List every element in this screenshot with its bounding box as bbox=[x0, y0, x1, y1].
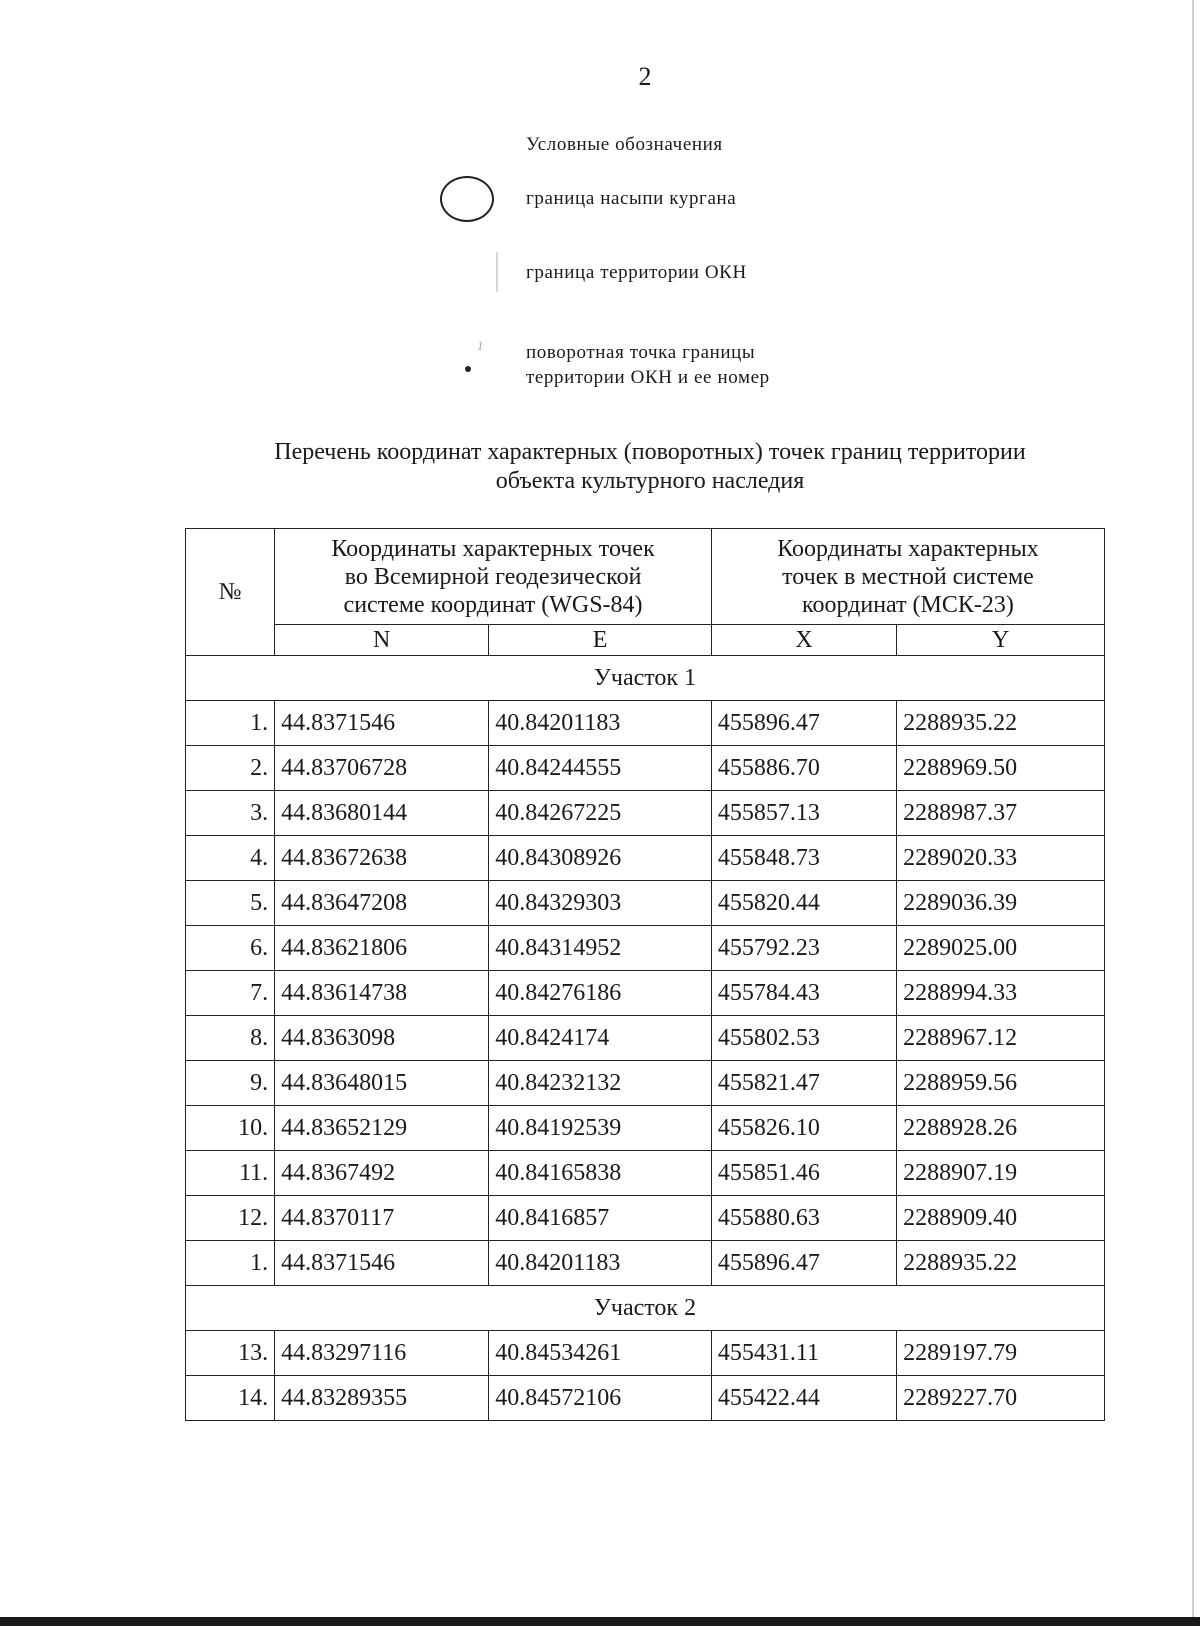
x-coordinate-cell: 455896.47 bbox=[711, 1241, 896, 1286]
point-number-cell: 9. bbox=[186, 1061, 275, 1106]
y-coordinate-cell: 2289025.00 bbox=[897, 926, 1105, 971]
table-row bbox=[186, 1196, 1105, 1241]
y-coordinate-cell: 2288959.56 bbox=[897, 1061, 1105, 1106]
column-header-e: E bbox=[489, 625, 712, 656]
legend-label: граница насыпи кургана bbox=[526, 188, 737, 209]
latitude-n-cell: 44.83289355 bbox=[275, 1376, 489, 1421]
x-coordinate-cell: 455880.63 bbox=[711, 1196, 896, 1241]
longitude-e-cell: 40.84572106 bbox=[489, 1376, 712, 1421]
x-coordinate-cell: 455820.44 bbox=[711, 881, 896, 926]
longitude-e-cell: 40.84244555 bbox=[489, 746, 712, 791]
table-row bbox=[186, 746, 1105, 791]
list-title bbox=[150, 438, 1150, 496]
y-coordinate-cell: 2288909.40 bbox=[897, 1196, 1105, 1241]
table-row bbox=[186, 881, 1105, 926]
point-number-cell: 1. bbox=[186, 1241, 275, 1286]
latitude-n-cell: 44.8367492 bbox=[275, 1151, 489, 1196]
y-coordinate-cell: 2289020.33 bbox=[897, 836, 1105, 881]
latitude-n-cell: 44.83621806 bbox=[275, 926, 489, 971]
y-coordinate-cell: 2288987.37 bbox=[897, 791, 1105, 836]
legend-label bbox=[526, 340, 770, 390]
msk-header bbox=[711, 529, 1104, 625]
column-header-n: N bbox=[275, 625, 489, 656]
table-row bbox=[186, 1376, 1105, 1421]
x-coordinate-cell: 455792.23 bbox=[711, 926, 896, 971]
table-row bbox=[186, 1241, 1105, 1286]
header-line: координат (МСК-23) bbox=[802, 591, 1014, 618]
x-coordinate-cell: 455784.43 bbox=[711, 971, 896, 1016]
longitude-e-cell: 40.84201183 bbox=[489, 701, 712, 746]
section-row bbox=[186, 656, 1105, 701]
header-line: системе координат (WGS-84) bbox=[343, 591, 643, 618]
scan-bottom-bar bbox=[0, 1617, 1200, 1626]
table-body bbox=[186, 656, 1105, 1421]
table-row bbox=[186, 1061, 1105, 1106]
point-number-cell: 12. bbox=[186, 1196, 275, 1241]
header-line: во Всемирной геодезической bbox=[344, 563, 642, 590]
x-coordinate-cell: 455857.13 bbox=[711, 791, 896, 836]
turning-point-number: 1 bbox=[477, 338, 484, 353]
legend-label-line: поворотная точка границы bbox=[526, 342, 756, 363]
longitude-e-cell: 40.84308926 bbox=[489, 836, 712, 881]
latitude-n-cell: 44.8371546 bbox=[275, 1241, 489, 1286]
coordinates-table bbox=[185, 528, 1105, 1421]
section-title: Участок 1 bbox=[186, 656, 1105, 701]
y-coordinate-cell: 2289197.79 bbox=[897, 1331, 1105, 1376]
latitude-n-cell: 44.83672638 bbox=[275, 836, 489, 881]
y-coordinate-cell: 2288967.12 bbox=[897, 1016, 1105, 1061]
list-title-line: объекта культурного наследия bbox=[495, 468, 805, 494]
x-coordinate-cell: 455431.11 bbox=[711, 1331, 896, 1376]
turning-point-icon bbox=[465, 366, 471, 372]
longitude-e-cell: 40.8416857 bbox=[489, 1196, 712, 1241]
boundary-line-icon bbox=[496, 252, 498, 292]
longitude-e-cell: 40.8424174 bbox=[489, 1016, 712, 1061]
latitude-n-cell: 44.8371546 bbox=[275, 701, 489, 746]
point-number-cell: 11. bbox=[186, 1151, 275, 1196]
x-coordinate-cell: 455802.53 bbox=[711, 1016, 896, 1061]
x-coordinate-cell: 455422.44 bbox=[711, 1376, 896, 1421]
point-number-cell: 5. bbox=[186, 881, 275, 926]
latitude-n-cell: 44.83706728 bbox=[275, 746, 489, 791]
section-row bbox=[186, 1286, 1105, 1331]
legend-label: граница территории ОКН bbox=[526, 262, 747, 283]
x-coordinate-cell: 455848.73 bbox=[711, 836, 896, 881]
number-header: № bbox=[186, 529, 275, 656]
list-title-line: Перечень координат характерных (поворотных) точек границ территории bbox=[274, 439, 1026, 465]
table-row bbox=[186, 1016, 1105, 1061]
circle-icon bbox=[440, 176, 494, 222]
table-row bbox=[186, 1151, 1105, 1196]
y-coordinate-cell: 2288969.50 bbox=[897, 746, 1105, 791]
latitude-n-cell: 44.83614738 bbox=[275, 971, 489, 1016]
y-coordinate-cell: 2288928.26 bbox=[897, 1106, 1105, 1151]
x-coordinate-cell: 455896.47 bbox=[711, 701, 896, 746]
x-coordinate-cell: 455851.46 bbox=[711, 1151, 896, 1196]
column-header-y: Y bbox=[897, 625, 1105, 656]
y-coordinate-cell: 2289036.39 bbox=[897, 881, 1105, 926]
x-coordinate-cell: 455826.10 bbox=[711, 1106, 896, 1151]
table-row bbox=[186, 791, 1105, 836]
y-coordinate-cell: 2288935.22 bbox=[897, 701, 1105, 746]
header-line: Координаты характерных bbox=[777, 535, 1039, 562]
legend-item-mound bbox=[0, 176, 1200, 236]
y-coordinate-cell: 2288907.19 bbox=[897, 1151, 1105, 1196]
table-row bbox=[186, 836, 1105, 881]
table-row bbox=[186, 926, 1105, 971]
point-number-cell: 8. bbox=[186, 1016, 275, 1061]
point-number-cell: 7. bbox=[186, 971, 275, 1016]
latitude-n-cell: 44.8370117 bbox=[275, 1196, 489, 1241]
longitude-e-cell: 40.84232132 bbox=[489, 1061, 712, 1106]
wgs-header bbox=[275, 529, 712, 625]
legend-label-line: территории ОКН и ее номер bbox=[526, 367, 770, 388]
point-number-cell: 10. bbox=[186, 1106, 275, 1151]
y-coordinate-cell: 2288994.33 bbox=[897, 971, 1105, 1016]
longitude-e-cell: 40.84201183 bbox=[489, 1241, 712, 1286]
point-number-cell: 1. bbox=[186, 701, 275, 746]
longitude-e-cell: 40.84267225 bbox=[489, 791, 712, 836]
page-number: 2 bbox=[638, 62, 652, 91]
point-number-cell: 4. bbox=[186, 836, 275, 881]
longitude-e-cell: 40.84314952 bbox=[489, 926, 712, 971]
y-coordinate-cell: 2289227.70 bbox=[897, 1376, 1105, 1421]
table-row bbox=[186, 971, 1105, 1016]
longitude-e-cell: 40.84276186 bbox=[489, 971, 712, 1016]
point-number-cell: 6. bbox=[186, 926, 275, 971]
latitude-n-cell: 44.83647208 bbox=[275, 881, 489, 926]
legend-item-turning-point bbox=[0, 338, 1200, 404]
x-coordinate-cell: 455821.47 bbox=[711, 1061, 896, 1106]
x-coordinate-cell: 455886.70 bbox=[711, 746, 896, 791]
latitude-n-cell: 44.83648015 bbox=[275, 1061, 489, 1106]
latitude-n-cell: 44.83680144 bbox=[275, 791, 489, 836]
header-line: точек в местной системе bbox=[782, 563, 1034, 590]
scan-edge-line bbox=[1192, 0, 1194, 1626]
point-number-cell: 14. bbox=[186, 1376, 275, 1421]
longitude-e-cell: 40.84534261 bbox=[489, 1331, 712, 1376]
table-row bbox=[186, 1331, 1105, 1376]
latitude-n-cell: 44.83652129 bbox=[275, 1106, 489, 1151]
header-line: Координаты характерных точек bbox=[331, 535, 655, 562]
longitude-e-cell: 40.84329303 bbox=[489, 881, 712, 926]
table-row bbox=[186, 701, 1105, 746]
point-number-cell: 13. bbox=[186, 1331, 275, 1376]
point-number-cell: 3. bbox=[186, 791, 275, 836]
point-number-cell: 2. bbox=[186, 746, 275, 791]
latitude-n-cell: 44.83297116 bbox=[275, 1331, 489, 1376]
table-row bbox=[186, 1106, 1105, 1151]
longitude-e-cell: 40.84192539 bbox=[489, 1106, 712, 1151]
legend-title: Условные обозначения bbox=[526, 134, 723, 155]
longitude-e-cell: 40.84165838 bbox=[489, 1151, 712, 1196]
legend-item-territory bbox=[0, 252, 1200, 312]
section-title: Участок 2 bbox=[186, 1286, 1105, 1331]
y-coordinate-cell: 2288935.22 bbox=[897, 1241, 1105, 1286]
latitude-n-cell: 44.8363098 bbox=[275, 1016, 489, 1061]
column-header-x: X bbox=[711, 625, 896, 656]
